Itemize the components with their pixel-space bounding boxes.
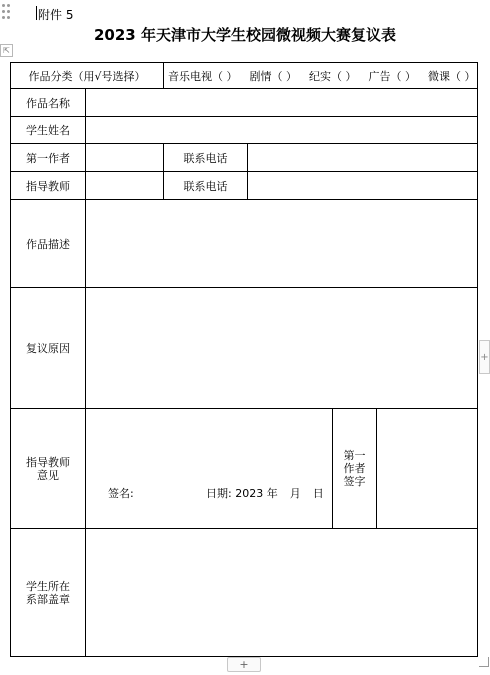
date-month: 月 [289, 487, 301, 500]
description-row [11, 200, 478, 288]
add-row-button[interactable]: + [227, 657, 261, 672]
date-line [206, 485, 333, 501]
first-author-label: 第一作者 [11, 144, 86, 172]
review-form-table [10, 62, 478, 657]
reason-field[interactable] [86, 288, 478, 409]
student-name-field[interactable] [86, 117, 478, 144]
date-label: 日期: 2023 年 [206, 487, 278, 500]
first-author-sign-field[interactable] [377, 409, 478, 529]
work-name-row [11, 89, 478, 117]
add-column-button[interactable]: + [479, 340, 490, 374]
attachment-label: 附件 5 [38, 8, 74, 22]
student-name-label: 学生姓名 [11, 117, 86, 144]
table-move-handle-icon[interactable]: ⇱ [0, 44, 13, 57]
first-author-sign-line1: 第一 [343, 449, 366, 462]
advisor-row [11, 172, 478, 200]
advisor-label: 指导教师 [11, 172, 86, 200]
table-resize-handle-icon[interactable] [479, 657, 489, 667]
dept-seal-field[interactable] [86, 529, 478, 657]
text-cursor [36, 6, 37, 20]
dept-seal-label-line1: 学生所在 [26, 579, 70, 593]
category-row [11, 63, 478, 89]
description-label: 作品描述 [11, 200, 86, 288]
page-title: 2023 年天津市大学生校园微视频大赛复议表 [94, 26, 396, 44]
work-name-field[interactable] [86, 89, 478, 117]
advisor-opinion-row [11, 409, 478, 529]
category-option-drama[interactable]: 剧情（ ） [249, 69, 298, 83]
advisor-opinion-field[interactable] [86, 409, 333, 529]
first-author-phone-label: 联系电话 [164, 144, 248, 172]
first-author-field[interactable] [86, 144, 164, 172]
category-option-music-tv[interactable]: 音乐电视（ ） [168, 69, 238, 83]
first-author-row [11, 144, 478, 172]
first-author-sign-line2: 作者 [343, 462, 366, 475]
advisor-opinion-label [11, 409, 86, 529]
category-label: 作品分类（用√号选择） [11, 63, 164, 89]
first-author-phone-field[interactable] [248, 144, 478, 172]
student-name-row [11, 117, 478, 144]
reason-row [11, 288, 478, 409]
first-author-sign-line3: 签字 [343, 475, 366, 488]
signature-label: 签名: [108, 487, 134, 500]
work-name-label: 作品名称 [11, 89, 86, 117]
dept-seal-label [11, 529, 86, 657]
category-options[interactable] [164, 63, 478, 89]
reason-label: 复议原因 [11, 288, 86, 409]
category-option-micro-lesson[interactable]: 微课（ ） [428, 69, 476, 83]
advisor-opinion-label-line2: 意见 [37, 468, 59, 482]
date-day: 日 [312, 487, 324, 500]
advisor-field[interactable] [86, 172, 164, 200]
dept-seal-row [11, 529, 478, 657]
first-author-sign-label [333, 409, 377, 529]
category-option-ad[interactable]: 广告（ ） [368, 69, 417, 83]
dept-seal-label-line2: 系部盖章 [26, 592, 70, 606]
category-option-documentary[interactable]: 纪实（ ） [309, 69, 357, 83]
description-field[interactable] [86, 200, 478, 288]
advisor-opinion-label-line1: 指导教师 [26, 455, 70, 469]
advisor-phone-label: 联系电话 [164, 172, 248, 200]
drag-dots-icon[interactable] [2, 4, 11, 22]
advisor-phone-field[interactable] [248, 172, 478, 200]
